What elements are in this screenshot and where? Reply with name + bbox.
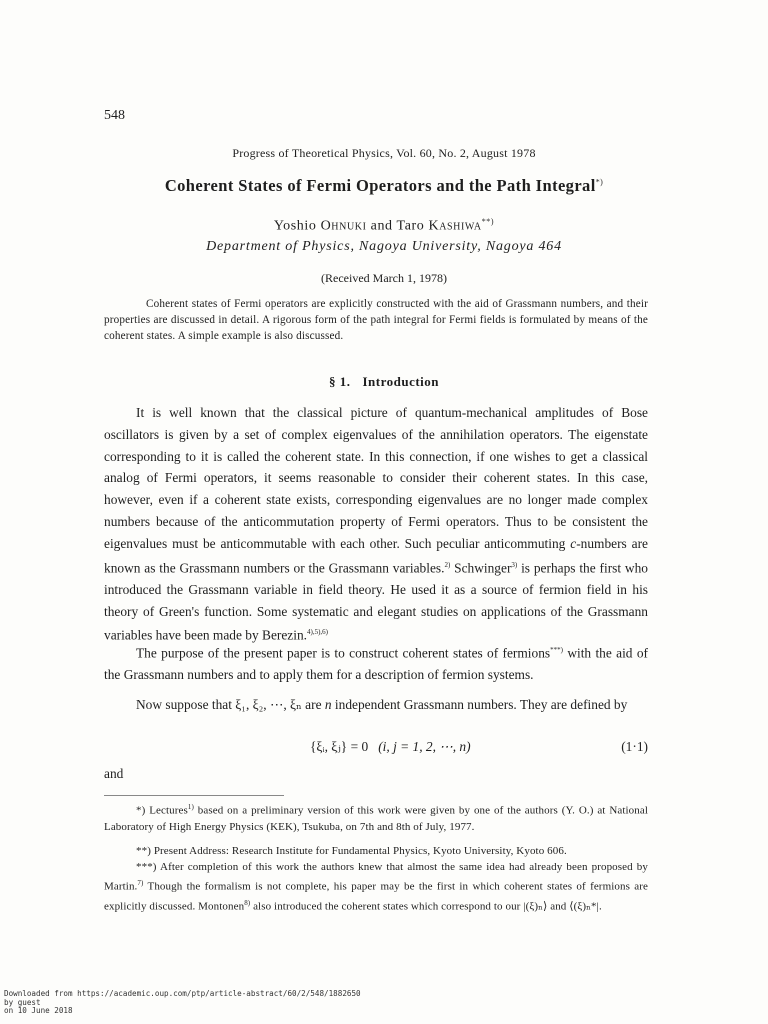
fn2-mark: **) [136,845,151,857]
equation-body [310,739,471,755]
continuation-word: and [104,766,124,781]
affiliation: Department of Physics, Nagoya University, Nagoya 464 [206,239,562,254]
title-text: Coherent States of Fermi Operators and the Path Integral [164,176,596,195]
ref-2: 2) [444,560,451,569]
author-1-family: Ohnuki [320,218,367,234]
p2-text-a: The purpose of the present paper is to construct coherent states of fermions [136,645,551,661]
journal-citation: Progress of Theoretical Physics, Vol. 60, No. 2, August 1978 [232,146,536,160]
fn2-text: Present Address: Research Institute for Fundamental Physics, Kyoto University, Kyoto 606. [150,845,567,857]
author-2-family: Kashiwa [428,218,482,234]
equation-condition: (i, j = 1, 2, ⋯, n) [378,739,471,754]
fn1-text-b: based on a preliminary version of this work were given by one of the authors (Y. O.) at National Laboratory of High Energy Physics (KEK), Tsukuba, on 7th and 8th of July, 1977. [104,804,648,833]
paragraph-3 [104,694,648,716]
p3-text-b: independent Grassmann numbers. They are defined by [331,697,628,712]
author-line [0,217,768,235]
footnote-1 [104,799,648,835]
p2-footnote-mark: ***) [550,646,563,654]
p1-text-e: is perhaps the first who introduced the Grassmann variable in field theory. He used it as a source of fermion field in his theory of Green's function. Some systematic and elegant studies on applications of the Grassmann variables have been made by Berezin. [104,560,648,643]
section-title: Introduction [362,374,440,389]
p1-text-b: -numbers are known as the Grassmann numbers or the Grassmann variables. [104,535,648,576]
fn1-text-a: Lectures [145,804,188,817]
author-joiner: and [370,218,393,234]
equation-lhs: {ξᵢ, ξⱼ} = 0 [310,739,369,754]
p3-text-a: Now suppose that ξ₁, ξ₂, ⋯, ξₙ are [136,697,325,712]
footnote-2 [104,843,648,859]
ref-3: 3) [511,560,518,569]
p1-text-a: It is well known that the classical picture of quantum-mechanical amplitudes of Bose oscillators is given by a set of complex eigenvalues of the annihilation operators. The eigenstate corresponding to it is called the coherent state. In this connection, if one wishes to get a classical analog of Fermi operators, it seems reasonable to consider their coherent states. In this case, however, even if a coherent state exists, corresponding eigenvalues are no longer made complex numbers because of the anticommutation property of Fermi operators. Thus to be consistent the eigenvalues must be anticommutable with each other. Such peculiar anticommuting [104,405,648,551]
fn3-mark: ***) [136,861,157,873]
abstract: Coherent states of Fermi operators are explicitly constructed with the aid of Grassmann numbers, and their properties are discussed in detail. A rigorous form of the path integral for Fermi fields is formulated by means of the coherent states. A simple example is also discussed. [104,298,648,342]
fn3-text-a: After completion of this work the authors knew that almost the same idea had already been proposed by Martin. [104,861,648,893]
p1-text-d: Schwinger [450,560,512,576]
paragraph-2 [104,640,648,686]
p2-text-b: with the aid of the Grassmann numbers and to apply them for a description of fermion systems. [104,645,648,683]
ref-4-5-6: 4),5),6) [307,628,328,637]
received-date: (Received March 1, 1978) [321,271,447,285]
author-1-given: Yoshio [273,218,317,234]
equation-number: (1·1) [621,739,648,754]
fn3-ref-7: 7) [137,879,144,887]
author-2-mark: **) [481,217,495,226]
fn3-text-b: Though the formalism is not complete, his paper may be the first in which coherent states of fermions are explicitly discussed. Montonen [104,880,648,913]
fn3-ref-8: 8) [244,898,251,907]
footnote-3 [104,859,648,914]
p3-n-italic: n [324,697,332,712]
paper-title [0,176,768,196]
p1-c-italic: c [570,535,577,551]
author-2-given: Taro [396,218,425,234]
fn3-text-c: also introduced the coherent states which correspond to our |(ξ)ₙ⟩ and ⟨(ξ)ₙ*|. [250,900,602,913]
title-footnote-mark: *) [595,177,604,187]
download-notice: Downloaded from https://academic.oup.com/ptp/article-abstract/60/2/548/1882650 by guest on 10 June 2018 [4,989,361,1016]
footnote-divider [104,795,284,796]
fn1-ref: 1) [187,803,194,811]
page-number: 548 [104,108,125,123]
fn1-mark: *) [136,804,146,817]
section-number: § 1. [328,374,351,389]
paragraph-1 [104,402,648,647]
section-heading [0,374,768,390]
equation-1-1 [104,739,648,761]
